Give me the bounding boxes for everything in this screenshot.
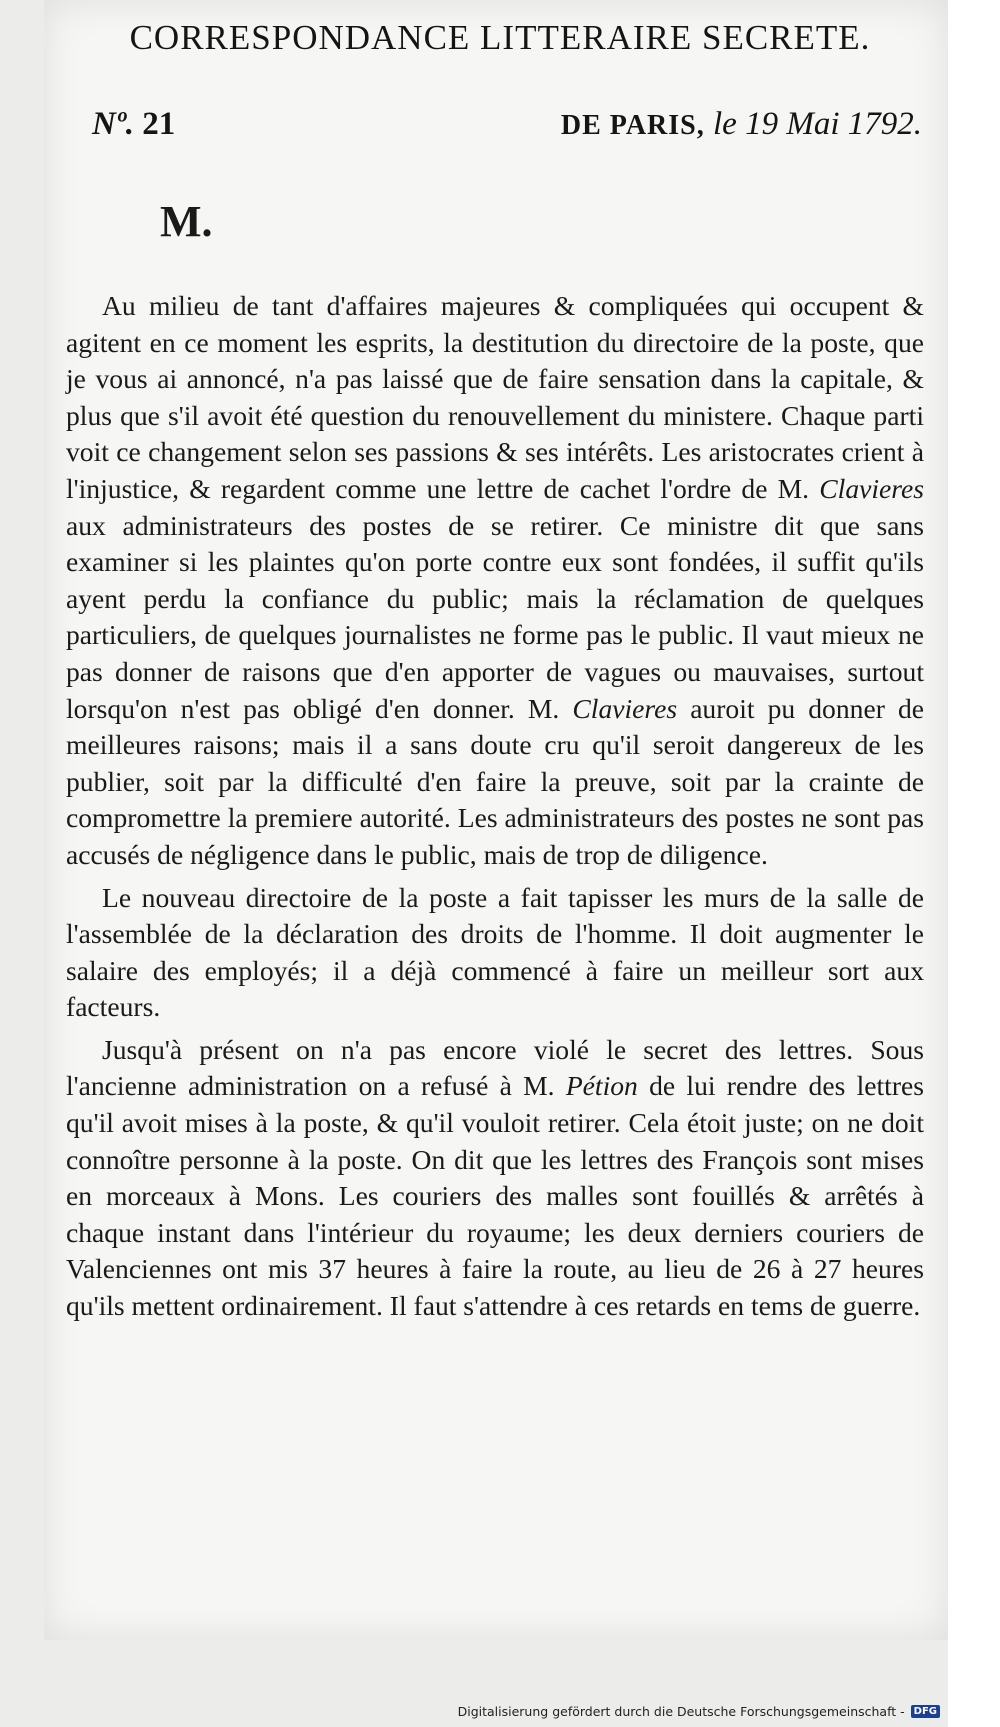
dateline [561,106,922,143]
person-name-clavieres-2: Clavieres [572,692,678,724]
digitization-credit [458,1704,940,1719]
salutation: M. [160,197,213,246]
issue-number: 21 [142,106,176,142]
letter-body [66,288,924,1331]
paragraph-3-text-b: de lui rendre des lettres qu'il avoit mises à la poste, & qu'il vouloit retirer. Cela étoit juste; on ne doit connoître personne à la poste. On dit que les lettres des François sont mises en morceaux à Mons. Les couriers des malles sont fouillés & arrêtés à chaque instant dans l'intérieur du royaume; les deux derniers couriers de Valenciennes ont mis 37 heures à faire la route, au lieu de 26 à 27 heures qu'ils mettent ordinairement. Il faut s'attendre à ces retards en tems de guerre. [66,1070,924,1322]
paragraph-3 [66,1032,924,1325]
issue-prefix: Nº. [92,106,134,142]
dateline-le: le [713,106,737,142]
dateline-place: DE PARIS, [560,110,705,141]
periodical-title: CORRESPONDANCE LITTERAIRE SECRETE. [129,18,871,57]
person-name-petion: Pétion [565,1070,638,1102]
right-margin [948,0,1000,1727]
credit-text: Digitalisierung gefördert durch die Deutsche Forschungsgemeinschaft - [457,1704,905,1719]
issue-number-block [92,106,175,143]
issue-line [92,106,922,143]
paragraph-3-text-a: Jusqu'à présent on n'a pas encore violé le secret des lettres. Sous l'ancienne administration on a refusé à M. [66,1033,924,1102]
paragraph-1-text-c: auroit pu donner de meilleures raisons; mais il a sans doute cru qu'il seroit dangereux de les publier, soit par la difficulté d'en faire la preuve, soit par la crainte de compromettre la premiere autorité. Les administrateurs des postes ne sont pas accusés de négligence dans le public, mais de trop de diligence. [66,692,924,870]
paragraph-1-text-b: aux administrateurs des postes de se retirer. Ce ministre dit que sans examiner si les plaintes qu'on porte contre eux sont fondées, il suffit qu'ils ayent perdu la confiance du public; mais la réclamation de quelques particuliers, de quelques journalistes ne forme pas le public. Il vaut mieux ne pas donner de raisons que d'en apporter de vagues ou mauvaises, surtout lorsqu'on n'est pas obligé d'en donner. M. [66,509,924,724]
paragraph-1-text-a: Au milieu de tant d'affaires majeures & compliquées qui occupent & agitent en ce moment les esprits, la destitution du directoire de la poste, que je vous ai annoncé, n'a pas laissé que de faire sensation dans la capitale, & plus que s'il avoit été question du renouvellement du ministere. Chaque parti voit ce changement selon ses passions & ses intérêts. Les aristocrates crient à l'injustice, & regardent comme une lettre de cachet l'ordre de M. [66,290,924,504]
paragraph-1 [66,288,924,874]
dateline-date: 19 Mai 1792. [745,106,922,142]
dfg-logo: DFG [911,1705,940,1718]
paragraph-2: Le nouveau directoire de la poste a fait tapisser les murs de la salle de l'assemblée de la déclaration des droits de l'homme. Il doit augmenter le salaire des employés; il a déjà commencé à faire un meilleur sort aux facteurs. [66,881,924,1023]
person-name-clavieres-1: Clavieres [819,472,924,504]
